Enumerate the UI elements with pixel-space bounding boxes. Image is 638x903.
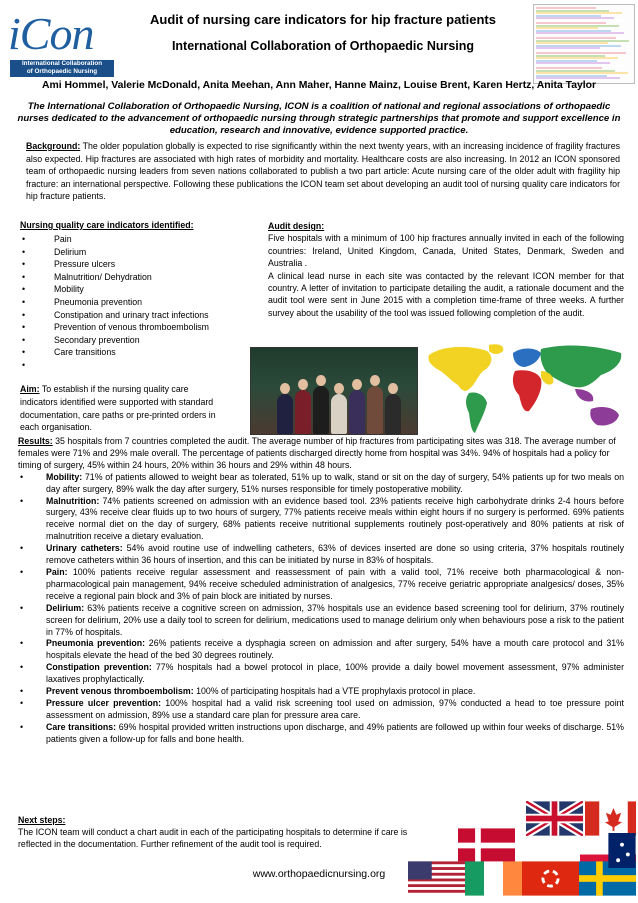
aim-label: Aim: <box>20 384 40 394</box>
website-url: www.orthopaedicnursing.org <box>252 868 386 880</box>
list-item: • Mobility <box>20 283 245 296</box>
result-label: Care transitions: <box>46 721 117 732</box>
next-steps-label: Next steps: <box>18 815 66 825</box>
logo-caption <box>10 60 114 77</box>
list-item: • Prevention of venous thromboembolism <box>20 321 245 334</box>
results-list <box>18 472 624 746</box>
audit-design-paragraph-2: A clinical lead nurse in each site was contacted by the relevant ICON member for that country. A letter of invitation to participate detailing the audit, a rationale document and the audit tool were sent in June 2015 with a completion time-frame of three weeks. A further survey about the usability of the tool was issued following completion of the audit. <box>268 270 624 318</box>
result-item-vte <box>18 686 624 698</box>
map-greenland <box>489 344 503 354</box>
photo-person-head <box>370 375 380 386</box>
map-north-america <box>428 347 491 391</box>
background-label: Background: <box>26 141 81 151</box>
aim-text: To establish if the nursing quality care indicators identified were supported with standard documentation, care paths or pre-printed orders in each organisation. <box>20 384 216 433</box>
result-text: 71% of patients allowed to weight bear as tolerated, 51% up to walk, stand or sit on the day of surgery, 54% patients up for two meals on day after surgery, 89% walk the day after surgery, 51% nurses responsible for timely postoperative mobility. <box>46 471 624 494</box>
result-label: Mobility: <box>46 471 83 482</box>
result-text: 100% of participating hospitals had a VTE prophylaxis protocol in place. <box>193 686 476 697</box>
result-text: 100% hospital had a valid risk screening tool used on admission, 97% conducted a head to toe pressure point assessment on admission, 89% use a standard care plan for pressure area care. <box>46 697 624 720</box>
audit-design-section <box>268 220 624 319</box>
hong-kong-flag-icon <box>522 861 579 896</box>
background-text: The older population globally is expected to rise significantly within the next twenty years, with an increasing incidence of fragility fractures also expected. Hip fractures are associated with high rates of morbidity and mortality. Healthcare costs are also increasing. In 2012 an ICON sponsored team of orthopaedic nursing leaders from seven nations collaborated to publish a two part article: Acute nursing care of the older adult with fragility hip fracture: an international perspective. Following these publications the ICON team set about developing an audit tool of nursing quality care indicators for hip fracture patients. <box>26 141 620 201</box>
photo-person-head <box>298 379 308 390</box>
icon-logo <box>8 8 116 78</box>
results-section <box>18 436 624 746</box>
audit-table-thumbnail <box>533 4 635 84</box>
result-label: Constipation prevention: <box>46 662 152 673</box>
list-item: • Delirium <box>20 246 245 259</box>
poster-subtitle: International Collaboration of Orthopaedic Nursing <box>171 39 475 53</box>
result-label: Pain: <box>46 566 68 577</box>
country-flags-image <box>408 797 636 901</box>
logo-caption-line2: of Orthopaedic Nursing <box>26 68 98 75</box>
canada-flag-icon <box>585 801 636 836</box>
list-item: • Malnutrition/ Dehydration <box>20 271 245 284</box>
result-item-malnutrition <box>18 496 624 544</box>
aim-section <box>20 383 220 434</box>
background-section <box>26 140 620 203</box>
photo-person-head <box>280 383 290 394</box>
map-europe <box>513 349 541 368</box>
map-australia <box>590 407 619 426</box>
result-text: 100% patients receive regular assessment and reassessment of pain with a valid tool, 71% receive both pharmacological & non-pharmacological pain management, 94% receive scheduled administration of analgesics, 77% receive geriatric appropriate analgesics/ doses, 35% receive a regional pain block and 3% of pain block are initiated by nurses. <box>46 566 624 601</box>
australia-flag-icon <box>608 833 636 868</box>
denmark-flag-icon <box>458 828 515 863</box>
result-text: 69% hospital provided written instructions upon discharge, and 49% patients are followed up within four weeks of discharge. 51% patients given a follow-up for falls and bone health. <box>46 721 624 744</box>
next-steps-text: The ICON team will conduct a chart audit in each of the participating hospitals to determine if care is reflected in the documentation. Further refinement of the audit tool is required. <box>18 827 408 850</box>
list-item: • Care transitions <box>20 346 245 359</box>
list-item: • Pneumonia prevention <box>20 296 245 309</box>
audit-design-heading: Audit design: <box>268 221 325 231</box>
mission-statement: The International Collaboration of Orthopaedic Nursing, ICON is a coalition of national and regional associations of orthopaedic nurses dedicated to the advancement of orthopaedic nursing through strategic partnerships that promote and support excellence in education, research and innovative, evidence supported practice. <box>17 101 621 136</box>
photo-person <box>277 394 293 434</box>
result-label: Pressure ulcer prevention: <box>46 697 162 708</box>
result-item-pneumonia <box>18 638 624 662</box>
photo-person <box>313 386 329 434</box>
ireland-flag-icon <box>465 861 522 896</box>
results-intro-text: 35 hospitals from 7 countries completed the audit. The average number of hip fractures from participating sites was 318. The average number of females were 71% and 29% male overall. The percentage of patients discharged directly home from hospital was 34%. 94% of hospitals had a policy for timing of surgery, 45% within 24 hours, 20% within 36 hours and 29% within 48 hours. <box>18 436 616 470</box>
result-text: 54% avoid routine use of indwelling catheters, 63% of devices inserted are done so using criteria, 37% hospitals routinely remove catheters within 36 hours of insertion, and this can be initiated by nurse in 83% of hospitals. <box>46 543 625 566</box>
map-south-america <box>466 392 487 433</box>
result-label: Prevent venous thromboembolism: <box>46 686 194 697</box>
result-label: Delirium: <box>46 602 85 613</box>
uk-flag-icon <box>526 801 583 836</box>
photo-person-head <box>334 383 344 394</box>
result-label: Malnutrition: <box>46 495 100 506</box>
photo-person-head <box>316 375 326 386</box>
list-item: • Pressure ulcers <box>20 258 245 271</box>
photo-person <box>367 386 383 434</box>
photo-person <box>349 390 365 434</box>
map-southeast-asia <box>575 389 593 402</box>
result-item-care-transitions <box>18 722 624 746</box>
logo-wordmark: iCon <box>8 8 94 59</box>
next-steps-section <box>18 814 458 851</box>
result-item-pressure-ulcer <box>18 698 624 722</box>
photo-person <box>385 394 401 434</box>
photo-person <box>331 394 347 434</box>
list-item: • Constipation and urinary tract infections <box>20 309 245 322</box>
result-item-pain <box>18 567 624 603</box>
result-item-mobility <box>18 472 624 496</box>
result-label: Urinary catheters: <box>46 543 123 554</box>
logo-caption-line1: International Collaboration <box>21 60 103 67</box>
result-text: 26% patients receive a dysphagia screen on admission and after surgery, 54% have a mouth care protocol and 31% hospitals elevate the head of the bed 30 degrees routinely. <box>46 638 624 661</box>
photo-person-head <box>388 383 398 394</box>
author-list: Ami Hommel, Valerie McDonald, Anita Meehan, Ann Maher, Hanne Mainz, Louise Brent, Karen Hertz, Anita Taylor <box>41 80 597 91</box>
photo-person <box>295 390 311 434</box>
result-item-delirium <box>18 603 624 639</box>
indicators-list <box>20 233 245 359</box>
world-map-image <box>425 343 627 438</box>
result-item-constipation <box>18 662 624 686</box>
audit-design-paragraph-1: Five hospitals with a minimum of 100 hip fractures annually invited in each of the following countries: Ireland, United Kingdom, Canada, United States, Denmark, Sweden and Australia . <box>268 233 624 269</box>
list-item: • Secondary prevention <box>20 334 245 347</box>
result-label: Pneumonia prevention: <box>46 638 146 649</box>
results-label: Results: <box>18 436 53 446</box>
indicators-heading: Nursing quality care indicators identified: <box>20 220 194 230</box>
result-item-urinary-catheters <box>18 543 624 567</box>
map-africa <box>513 370 541 411</box>
team-photo <box>250 347 418 435</box>
list-item: • Pain <box>20 233 245 246</box>
result-text: 63% patients receive a cognitive screen on admission, 37% hospitals use an evidence based screening tool for delirium, 37% routinely screen for delirium, 20% use a daily tool to screen for delirium, medications used to manage delirium only when behaviours pose a risk to the patient in 77% of hospitals. <box>46 602 624 637</box>
result-text: 77% hospitals had a bowel protocol in place, 100% provide a daily bowel movement assessment, 97% administer laxatives prophylactically. <box>46 662 625 685</box>
poster-title: Audit of nursing care indicators for hip fracture patients <box>150 12 496 27</box>
photo-person-head <box>352 379 362 390</box>
result-text: 74% patients screened on admission with an evidence based tool. 23% patients receive high carbohydrate drinks 2-4 hours before surgery, 43% receive clear fluids up to two hours of surgery, 77% patients receive meals within eight hours if no surgery is performed. 69% patients receive normal diet on the day of surgery, 68% patients receive nutritional supplements routinely post-operatively and 80% patients at risk of malnutrition receive a dietary evaluation. <box>46 495 624 542</box>
results-intro <box>18 436 624 472</box>
